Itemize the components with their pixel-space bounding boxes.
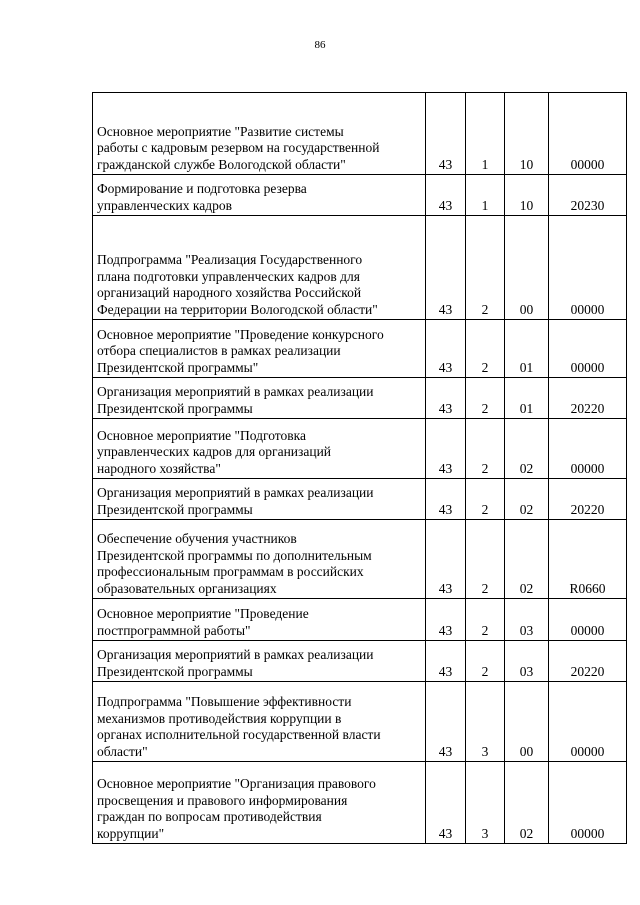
- code-cell-3: 00: [505, 216, 549, 320]
- code-cell-1: 43: [426, 520, 466, 599]
- code-cell-4: 20220: [549, 378, 627, 419]
- row-name-cell: [93, 682, 426, 762]
- code-cell-2: 2: [466, 216, 505, 320]
- row-name: Основное мероприятие "Проведение конкурсного отбора специалистов в рамках реализации Президентской программы": [97, 326, 384, 375]
- row-name-cell: [93, 378, 426, 419]
- row-name-cell: [93, 641, 426, 682]
- code-cell-4: R0660: [549, 520, 627, 599]
- code-cell-3: 03: [505, 641, 549, 682]
- row-name-cell: [93, 599, 426, 641]
- code-cell-2: 3: [466, 682, 505, 762]
- row-name: Подпрограмма "Повышение эффективности механизмов противодействия коррупции в органах исполнительной государственной власти области": [97, 694, 381, 759]
- code-cell-1: 43: [426, 93, 466, 175]
- code-cell-3: 01: [505, 378, 549, 419]
- code-cell-2: 1: [466, 93, 505, 175]
- code-cell-2: 3: [466, 762, 505, 844]
- code-cell-1: 43: [426, 378, 466, 419]
- code-cell-2: 2: [466, 479, 505, 520]
- row-name: Основное мероприятие "Проведение постпрограммной работы": [97, 606, 309, 638]
- table-row: [93, 378, 627, 419]
- row-name: Организация мероприятий в рамках реализации Президентской программы: [97, 384, 374, 416]
- row-name: Основное мероприятие "Развитие системы работы с кадровым резервом на государственной гражданской службе Вологодской области": [97, 123, 380, 172]
- code-cell-4: 20230: [549, 175, 627, 216]
- code-cell-1: 43: [426, 682, 466, 762]
- row-name-cell: [93, 479, 426, 520]
- table-row: [93, 762, 627, 844]
- code-cell-1: 43: [426, 599, 466, 641]
- table-row: [93, 479, 627, 520]
- code-cell-4: 00000: [549, 216, 627, 320]
- code-cell-1: 43: [426, 479, 466, 520]
- code-cell-2: 2: [466, 641, 505, 682]
- code-cell-2: 2: [466, 520, 505, 599]
- code-cell-4: 20220: [549, 479, 627, 520]
- table-row: [93, 641, 627, 682]
- row-name: Основное мероприятие "Организация правового просвещения и правового информирования граждан по вопросам противодействия коррупции": [97, 776, 376, 841]
- row-name: Подпрограмма "Реализация Государственного плана подготовки управленческих кадров для организаций народного хозяйства Российской Федерации на территории Вологодской области": [97, 252, 378, 317]
- code-cell-2: 2: [466, 320, 505, 378]
- code-cell-3: 01: [505, 320, 549, 378]
- code-cell-1: 43: [426, 320, 466, 378]
- table-row: [93, 419, 627, 479]
- table-row: [93, 216, 627, 320]
- code-cell-4: 00000: [549, 320, 627, 378]
- code-cell-3: 02: [505, 479, 549, 520]
- code-cell-4: 00000: [549, 93, 627, 175]
- code-cell-3: 00: [505, 682, 549, 762]
- code-cell-3: 03: [505, 599, 549, 641]
- row-name-cell: [93, 93, 426, 175]
- code-cell-3: 02: [505, 762, 549, 844]
- code-cell-3: 02: [505, 520, 549, 599]
- code-cell-1: 43: [426, 419, 466, 479]
- row-name-cell: [93, 419, 426, 479]
- row-name-cell: [93, 320, 426, 378]
- code-cell-4: 00000: [549, 682, 627, 762]
- budget-table: [92, 92, 627, 844]
- table-row: [93, 682, 627, 762]
- code-cell-1: 43: [426, 641, 466, 682]
- code-cell-2: 1: [466, 175, 505, 216]
- row-name-cell: [93, 762, 426, 844]
- row-name-cell: [93, 520, 426, 599]
- row-name: Основное мероприятие "Подготовка управленческих кадров для организаций народного хозяйства": [97, 427, 332, 476]
- row-name: Организация мероприятий в рамках реализации Президентской программы: [97, 485, 374, 517]
- table-row: [93, 93, 627, 175]
- page-number: 86: [314, 39, 326, 51]
- table-row: [93, 175, 627, 216]
- code-cell-4: 00000: [549, 419, 627, 479]
- code-cell-2: 2: [466, 599, 505, 641]
- code-cell-1: 43: [426, 175, 466, 216]
- row-name-cell: [93, 216, 426, 320]
- code-cell-4: 00000: [549, 762, 627, 844]
- row-name-cell: [93, 175, 426, 216]
- code-cell-4: 00000: [549, 599, 627, 641]
- row-name: Организация мероприятий в рамках реализации Президентской программы: [97, 647, 374, 679]
- row-name: Формирование и подготовка резерва управленческих кадров: [97, 181, 307, 213]
- row-name: Обеспечение обучения участников Президентской программы по дополнительным профессиональным программам в российских образовательных организациях: [97, 531, 372, 596]
- code-cell-3: 02: [505, 419, 549, 479]
- table-row: [93, 599, 627, 641]
- code-cell-2: 2: [466, 419, 505, 479]
- code-cell-3: 10: [505, 175, 549, 216]
- code-cell-4: 20220: [549, 641, 627, 682]
- code-cell-2: 2: [466, 378, 505, 419]
- table-row: [93, 320, 627, 378]
- code-cell-1: 43: [426, 762, 466, 844]
- code-cell-3: 10: [505, 93, 549, 175]
- table-row: [93, 520, 627, 599]
- code-cell-1: 43: [426, 216, 466, 320]
